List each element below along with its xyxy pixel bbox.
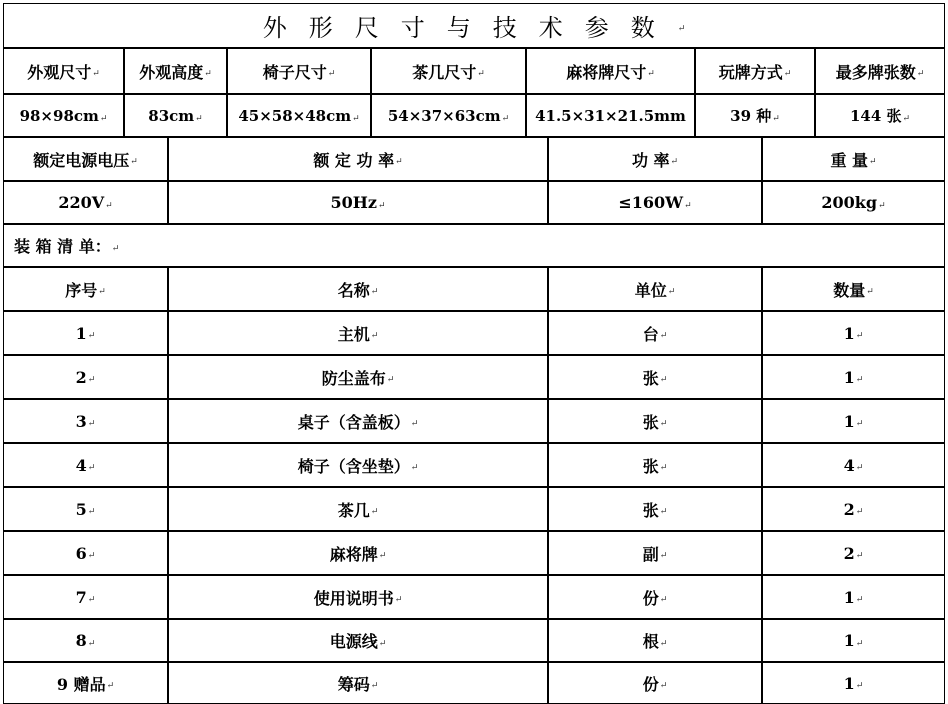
packing-row-1-unit: 台 ↵ <box>548 311 762 355</box>
spec-value-max-tiles: 144 张 ↵ <box>815 94 945 137</box>
packing-row-8-qty: 1 ↵ <box>762 619 945 662</box>
packing-row-1-qty: 1 ↵ <box>762 311 945 355</box>
para-mark-icon: ↵ <box>677 23 686 34</box>
spec-value-tile-size: 41.5×31×21.5mm <box>526 94 695 137</box>
packing-row-8-unit: 根 ↵ <box>548 619 762 662</box>
page-title <box>3 3 945 48</box>
packing-row-9-qty: 1 ↵ <box>762 662 945 704</box>
power-value-power: ≤160W ↵ <box>548 181 762 224</box>
spec-value-exterior-size: 98×98cm ↵ <box>3 94 124 137</box>
page-title-text: 外形尺寸与技术参数 <box>262 14 677 42</box>
packing-row-5-name: 茶几 ↵ <box>168 487 548 531</box>
packing-row-5-index: 5 ↵ <box>3 487 168 531</box>
spec-header-play-mode: 玩牌方式 ↵ <box>695 48 815 94</box>
packing-row-1-name: 主机 ↵ <box>168 311 548 355</box>
spec-header-exterior-height: 外观高度 ↵ <box>124 48 227 94</box>
packing-row-2-name: 防尘盖布 ↵ <box>168 355 548 399</box>
power-value-weight: 200kg ↵ <box>762 181 945 224</box>
packing-row-3-index: 3 ↵ <box>3 399 168 443</box>
packing-row-2-unit: 张 ↵ <box>548 355 762 399</box>
power-value-voltage: 220V ↵ <box>3 181 168 224</box>
packing-row-6-unit: 副 ↵ <box>548 531 762 575</box>
power-header-rated-frequency: 额 定 功 率 ↵ <box>168 137 548 181</box>
packing-row-8-name: 电源线 ↵ <box>168 619 548 662</box>
packing-row-7-index: 7 ↵ <box>3 575 168 619</box>
packing-row-1-index: 1 ↵ <box>3 311 168 355</box>
power-value-frequency: 50Hz ↵ <box>168 181 548 224</box>
power-header-power: 功 率 ↵ <box>548 137 762 181</box>
spec-value-chair-size: 45×58×48cm ↵ <box>227 94 371 137</box>
packing-header-unit: 单位 ↵ <box>548 267 762 311</box>
packing-row-2-qty: 1 ↵ <box>762 355 945 399</box>
packing-row-4-unit: 张 ↵ <box>548 443 762 487</box>
packing-header-name: 名称 ↵ <box>168 267 548 311</box>
packing-row-4-index: 4 ↵ <box>3 443 168 487</box>
packing-row-6-qty: 2 ↵ <box>762 531 945 575</box>
spec-header-chair-size: 椅子尺寸 ↵ <box>227 48 371 94</box>
packing-row-5-qty: 2 ↵ <box>762 487 945 531</box>
power-header-rated-voltage: 额定电源电压 ↵ <box>3 137 168 181</box>
spec-value-play-mode: 39 种 ↵ <box>695 94 815 137</box>
packing-row-4-name: 椅子（含坐垫） ↵ <box>168 443 548 487</box>
packing-row-3-qty: 1 ↵ <box>762 399 945 443</box>
power-header-weight: 重 量 ↵ <box>762 137 945 181</box>
packing-row-2-index: 2 ↵ <box>3 355 168 399</box>
packing-row-7-qty: 1 ↵ <box>762 575 945 619</box>
packing-row-6-name: 麻将牌 ↵ <box>168 531 548 575</box>
packing-row-7-unit: 份 ↵ <box>548 575 762 619</box>
spec-value-tea-table-size: 54×37×63cm ↵ <box>371 94 526 137</box>
spec-header-tile-size: 麻将牌尺寸 ↵ <box>526 48 695 94</box>
spec-header-exterior-size: 外观尺寸 ↵ <box>3 48 124 94</box>
packing-row-7-name: 使用说明书 ↵ <box>168 575 548 619</box>
spec-value-exterior-height: 83cm ↵ <box>124 94 227 137</box>
packing-row-3-unit: 张 ↵ <box>548 399 762 443</box>
spec-header-tea-table-size: 茶几尺寸 ↵ <box>371 48 526 94</box>
packing-header-index: 序号 ↵ <box>3 267 168 311</box>
packing-row-6-index: 6 ↵ <box>3 531 168 575</box>
packing-row-9-index: 9 赠品 ↵ <box>3 662 168 704</box>
packing-row-3-name: 桌子（含盖板） ↵ <box>168 399 548 443</box>
packing-row-9-name: 筹码 ↵ <box>168 662 548 704</box>
spec-header-max-tiles: 最多牌张数 ↵ <box>815 48 945 94</box>
packing-row-9-unit: 份 ↵ <box>548 662 762 704</box>
packing-header-quantity: 数量 ↵ <box>762 267 945 311</box>
packing-row-5-unit: 张 ↵ <box>548 487 762 531</box>
packing-row-8-index: 8 ↵ <box>3 619 168 662</box>
packing-list-title: 装 箱 清 单： ↵ <box>3 224 945 267</box>
packing-row-4-qty: 4 ↵ <box>762 443 945 487</box>
